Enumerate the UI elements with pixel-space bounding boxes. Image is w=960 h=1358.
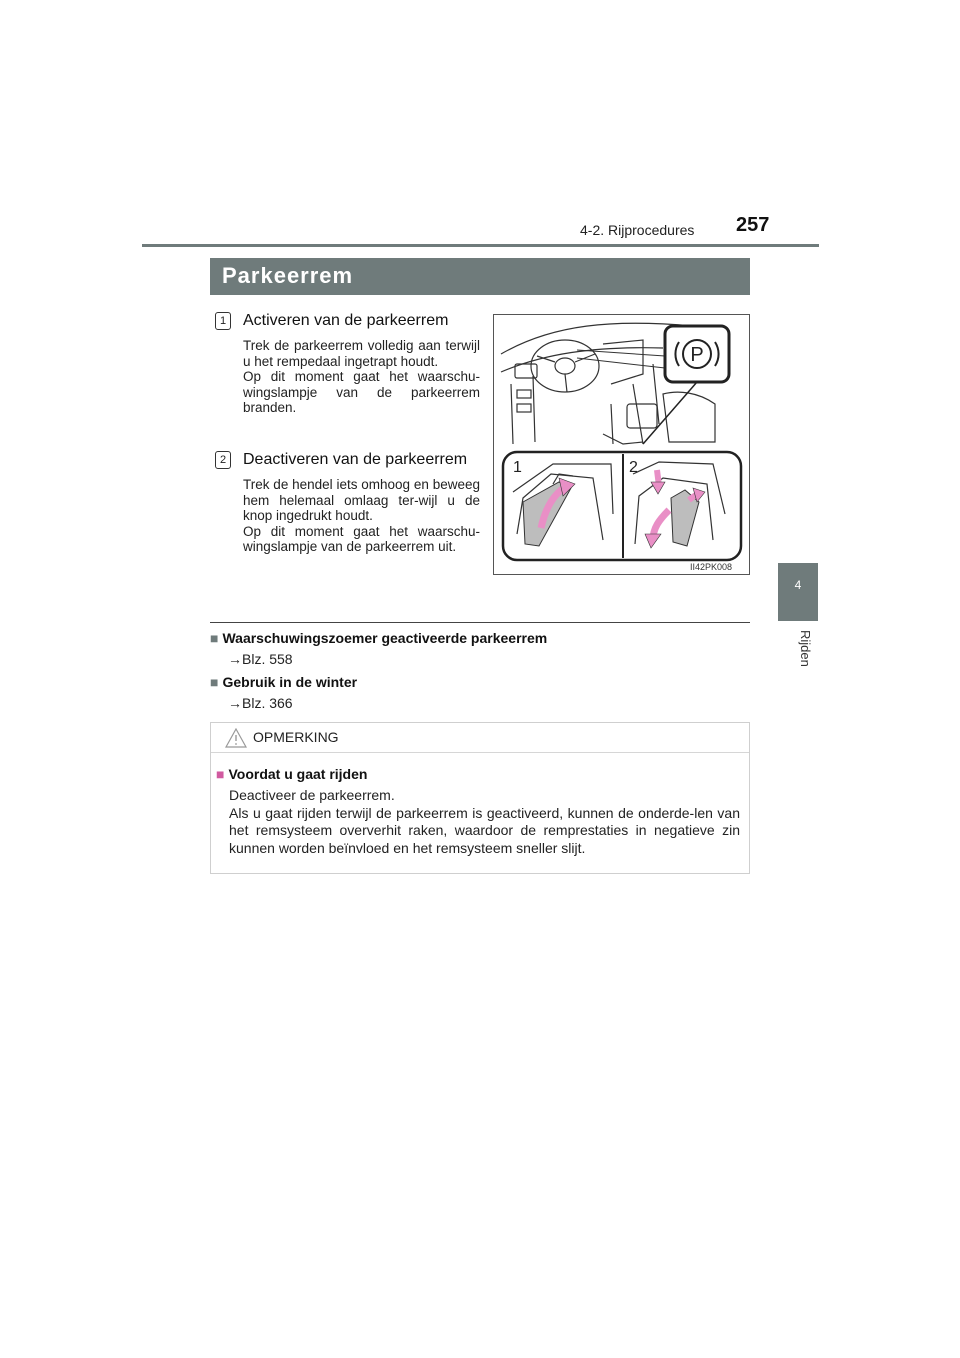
section-title: Parkeerrem [210, 258, 750, 295]
section-divider [210, 622, 750, 623]
figure-callout-1: 1 [513, 459, 522, 476]
notice-body [229, 787, 740, 857]
step-paragraph: Trek de parkeerrem volledig aan terwijl u het rempedaal ingetrapt houdt. [243, 338, 480, 369]
step-heading: Activeren van de parkeerrem [243, 312, 449, 329]
arrow-icon: → [228, 651, 242, 667]
step-body [243, 477, 480, 555]
chapter-tab-label: Rijden [798, 630, 813, 667]
page-reference-link[interactable]: Blz. 366 [242, 695, 293, 711]
figure-callout-2: 2 [629, 459, 638, 476]
arrow-icon: → [228, 695, 242, 711]
running-header-section: 4-2. Rijprocedures [580, 222, 695, 238]
notice-paragraph: Als u gaat rijden terwijl de parkeerrem is geactiveerd, kunnen de onderde-len van het remsysteem oververhit raken, waardoor de remprestaties in negatieve zin kunnen worden beïnvloed en het remsysteem sneller slijt. [229, 804, 740, 856]
bullet-heading-text: Gebruik in de winter [222, 674, 358, 690]
notice-label: OPMERKING [253, 729, 339, 745]
page-reference [228, 651, 293, 667]
step-paragraph: Op dit moment gaat het waarschu-wingslampje van de parkeerrem uit. [243, 523, 480, 554]
bullet-heading [210, 630, 547, 646]
parking-brake-illustration [493, 314, 750, 575]
header-rule [142, 244, 819, 247]
page-number: 257 [736, 214, 770, 236]
bullet-heading-text: Waarschuwingszoemer geactiveerde parkeerrem [222, 630, 548, 646]
bullet-heading [210, 674, 357, 690]
notice-divider [211, 752, 749, 753]
parking-brake-symbol: P [690, 344, 704, 366]
step-heading: Deactiveren van de parkeerrem [243, 451, 468, 468]
notice-heading [216, 766, 367, 782]
step-paragraph: Trek de hendel iets omhoog en beweeg hem helemaal omlaag ter-wijl u de knop ingedrukt houdt. [243, 477, 480, 523]
step-number-badge: 1 [215, 312, 231, 330]
step-number-badge: 2 [215, 451, 231, 469]
page-reference-link[interactable]: Blz. 558 [242, 651, 293, 667]
notice-heading-text: Voordat u gaat rijden [228, 766, 368, 782]
notice-paragraph: Deactiveer de parkeerrem. [229, 787, 395, 803]
step-paragraph: Op dit moment gaat het waarschu-wingslampje van de parkeerrem branden. [243, 369, 480, 415]
step-body [243, 338, 480, 416]
warning-triangle-icon [225, 728, 247, 748]
bullet-square-icon: ■ [216, 766, 225, 782]
chapter-tab [778, 563, 818, 621]
page-reference [228, 695, 293, 711]
bullet-square-icon: ■ [210, 630, 219, 646]
figure-code: II42PK008 [690, 562, 733, 572]
chapter-tab-number: 4 [794, 578, 802, 592]
bullet-square-icon: ■ [210, 674, 219, 690]
